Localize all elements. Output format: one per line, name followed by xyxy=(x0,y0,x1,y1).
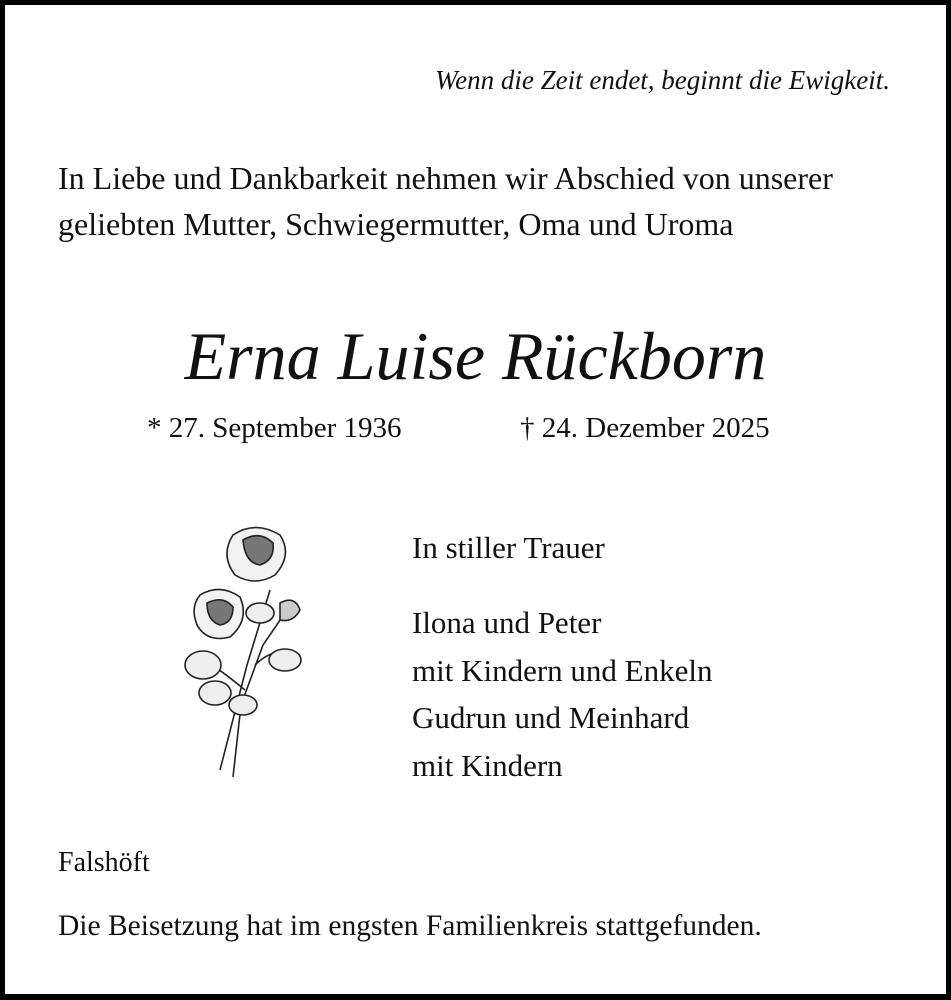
family-line: mit Kindern und Enkeln xyxy=(412,652,713,688)
mourning-heading: In stiller Trauer xyxy=(412,530,605,565)
family-line: Ilona und Peter xyxy=(412,605,602,640)
family-line: Gudrun und Meinhard xyxy=(412,700,690,735)
birth-date: * 27. September 1936 xyxy=(147,412,402,444)
closing-note: Die Beisetzung hat im engsten Familienkreis stattgefunden. xyxy=(58,910,762,942)
deceased-name: Erna Luise Rückborn xyxy=(184,318,767,394)
family-line: mit Kindern xyxy=(412,747,563,783)
death-date: † 24. Dezember 2025 xyxy=(520,412,770,444)
place: Falshöft xyxy=(58,847,150,878)
rose-icon xyxy=(175,515,310,785)
family-list xyxy=(412,599,712,789)
motto: Wenn die Zeit endet, beginnt die Ewigkeit. xyxy=(435,65,890,95)
intro-text: In Liebe und Dankbarkeit nehmen wir Abschied von unserer geliebten Mutter, Schwiegermutter, Oma und Uroma xyxy=(58,160,833,242)
